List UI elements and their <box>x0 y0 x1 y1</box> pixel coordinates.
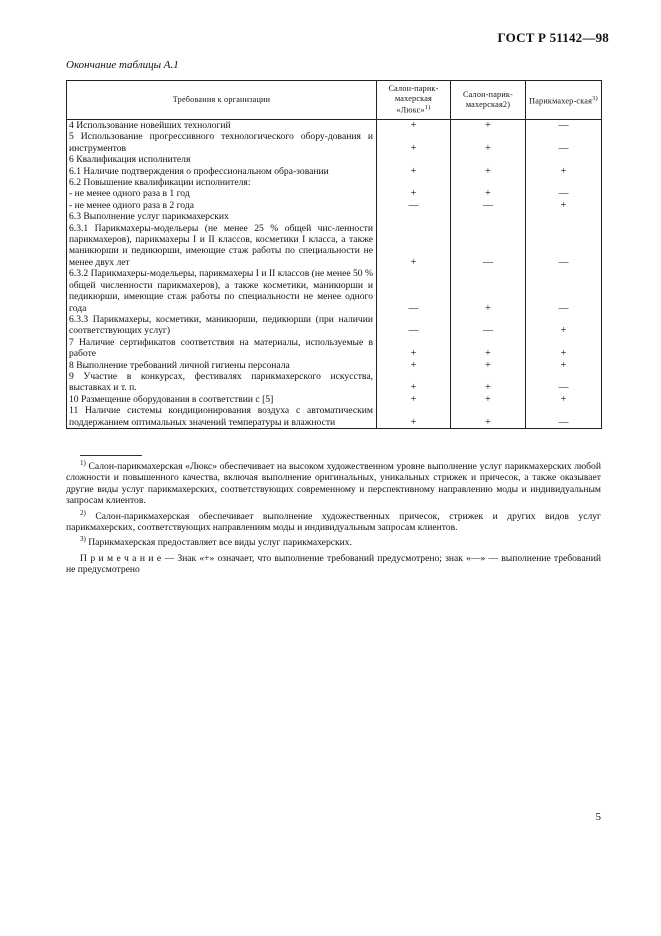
lux-salon-mark: + <box>377 360 451 371</box>
lux-salon-mark: — <box>377 314 451 337</box>
barber-mark <box>526 177 602 188</box>
standard-header: ГОСТ Р 51142—98 <box>497 30 609 45</box>
lux-salon-mark: + <box>377 394 451 405</box>
salon-mark: + <box>451 131 526 154</box>
salon-mark: + <box>451 268 526 314</box>
table-row <box>67 223 602 269</box>
table-header-row <box>67 81 602 120</box>
footnote-mark: 2) <box>80 508 86 517</box>
requirements-table <box>66 80 602 429</box>
header-lux-salon <box>377 81 451 120</box>
salon-mark: + <box>451 166 526 177</box>
salon-mark: + <box>451 120 526 132</box>
footnote-mark: 1) <box>80 458 86 467</box>
note-label: Примечание <box>80 553 165 564</box>
lux-salon-mark: — <box>377 200 451 211</box>
table-body <box>67 120 602 429</box>
requirement-cell: 8 Выполнение требований личной гигиены персонала <box>67 360 377 371</box>
salon-mark: + <box>451 337 526 360</box>
table-row <box>67 405 602 428</box>
table-row <box>67 360 602 371</box>
header-lux-label: Салон-парик-махерская «Люкс» <box>388 84 439 116</box>
table-row <box>67 200 602 211</box>
lux-salon-mark: — <box>377 268 451 314</box>
header-lux-footnote-mark: 1) <box>424 104 431 112</box>
lux-salon-mark: + <box>377 371 451 394</box>
footnote-3 <box>66 537 601 548</box>
salon-mark: + <box>451 405 526 428</box>
table-row <box>67 371 602 394</box>
table-row <box>67 177 602 188</box>
requirement-cell: - не менее одного раза в 2 года <box>67 200 377 211</box>
requirement-cell: 6.3.1 Парикмахеры-модельеры (не менее 25 % общей чис-ленности парикмахеров), парикмахеры I и II классов, косметики I класса, а также маникюрши и педикюрши, имеющие стаж работы по специальности не менее двух лет <box>67 223 377 269</box>
barber-mark: — <box>526 405 602 428</box>
table-row <box>67 394 602 405</box>
lux-salon-mark: + <box>377 188 451 199</box>
lux-salon-mark: + <box>377 223 451 269</box>
barber-mark <box>526 154 602 165</box>
barber-mark: — <box>526 268 602 314</box>
barber-mark: — <box>526 131 602 154</box>
lux-salon-mark: + <box>377 131 451 154</box>
lux-salon-mark <box>377 177 451 188</box>
table-row <box>67 154 602 165</box>
requirement-cell: 6.3 Выполнение услуг парикмахерских <box>67 211 377 222</box>
table-row <box>67 337 602 360</box>
salon-mark: + <box>451 188 526 199</box>
barber-mark: + <box>526 200 602 211</box>
barber-mark: + <box>526 166 602 177</box>
salon-mark: + <box>451 360 526 371</box>
requirement-cell: 6.2 Повышение квалификации исполнителя: <box>67 177 377 188</box>
lux-salon-mark <box>377 154 451 165</box>
header-barber-label: Парикмахер-ская <box>529 96 593 106</box>
salon-mark: — <box>451 223 526 269</box>
note-text: — Знак «+» означает, что выполнение требований предусмотрено; знак «—» — выполнение требований не предусмотрено <box>66 553 601 576</box>
table-row <box>67 211 602 222</box>
salon-mark: — <box>451 200 526 211</box>
header-salon: Салон-парик-махерская2) <box>451 81 526 120</box>
lux-salon-mark: + <box>377 337 451 360</box>
header-requirements: Требования к организации <box>67 81 377 120</box>
requirement-cell: 7 Наличие сертификатов соответствия на материалы, используемые в работе <box>67 337 377 360</box>
footnote-mark: 3) <box>80 535 86 544</box>
salon-mark <box>451 211 526 222</box>
table-note <box>66 553 601 576</box>
header-barber <box>526 81 602 120</box>
barber-mark: + <box>526 394 602 405</box>
table-row <box>67 268 602 314</box>
barber-mark: — <box>526 120 602 132</box>
table-row <box>67 120 602 132</box>
requirement-cell: 5 Использование прогрессивного технологического обору-дования и инструментов <box>67 131 377 154</box>
table-row <box>67 314 602 337</box>
barber-mark: + <box>526 314 602 337</box>
footnote-divider <box>80 455 142 456</box>
footnote-text: Салон-парикмахерская «Люкс» обеспечивает на высоком художественном уровне выполнение услуг парикмахерских любой сложности и повышенного качества, включая выполнение оригинальных, уникальных стрижек и причесок, а также оказывает другие виды услуг парикмахерских, соответствующих современному и перспективному направлению моды и индивидуальным запросам клиентов. <box>66 461 601 507</box>
footnote-2 <box>66 508 601 534</box>
table-row <box>67 188 602 199</box>
header-barber-footnote-mark: 3) <box>592 94 598 102</box>
barber-mark: — <box>526 223 602 269</box>
requirement-cell: 6.3.3 Парикмахеры, косметики, маникюрши, педикюрши (при наличии соответствующих услуг) <box>67 314 377 337</box>
requirement-cell: - не менее одного раза в 1 год <box>67 188 377 199</box>
requirement-cell: 10 Размещение оборудования в соответствии с [5] <box>67 394 377 405</box>
salon-mark: — <box>451 314 526 337</box>
requirement-cell: 9 Участие в конкурсах, фестивалях парикмахерского искусства, выставках и т. п. <box>67 371 377 394</box>
barber-mark: — <box>526 371 602 394</box>
lux-salon-mark: + <box>377 120 451 132</box>
requirement-cell: 6.1 Наличие подтверждения о профессиональном обра-зовании <box>67 166 377 177</box>
table-row <box>67 166 602 177</box>
footnote-text: Салон-парикмахерская обеспечивает выполнение художественных причесок, стрижек и других видов услуг парикмахерских, соответствующих направлениям моды и индивидуальным запросам клиентов. <box>66 510 601 534</box>
salon-mark: + <box>451 371 526 394</box>
requirement-cell: 6 Квалификация исполнителя <box>67 154 377 165</box>
salon-mark <box>451 177 526 188</box>
lux-salon-mark <box>377 211 451 222</box>
footnote-text: Парикмахерская предоставляет все виды услуг парикмахерских. <box>88 537 352 549</box>
lux-salon-mark: + <box>377 405 451 428</box>
table-caption: Окончание таблицы А.1 <box>66 59 179 71</box>
salon-mark <box>451 154 526 165</box>
barber-mark <box>526 211 602 222</box>
footnotes <box>66 458 601 553</box>
salon-mark: + <box>451 394 526 405</box>
barber-mark: + <box>526 337 602 360</box>
footnote-1 <box>66 458 601 507</box>
requirement-cell: 4 Использование новейших технологий <box>67 120 377 132</box>
barber-mark: — <box>526 188 602 199</box>
page-number: 5 <box>595 811 601 823</box>
lux-salon-mark: + <box>377 166 451 177</box>
requirement-cell: 6.3.2 Парикмахеры-модельеры, парикмахеры I и II классов (не менее 50 % общей численности парикмахеров), а также косметики, маникюрши и педикюрши, имеющие стаж работы по специальности не менее одного года <box>67 268 377 314</box>
table-row <box>67 131 602 154</box>
barber-mark: + <box>526 360 602 371</box>
requirement-cell: 11 Наличие системы кондиционирования воздуха с автоматическим поддержанием оптимальных значений температуры и влажности <box>67 405 377 428</box>
